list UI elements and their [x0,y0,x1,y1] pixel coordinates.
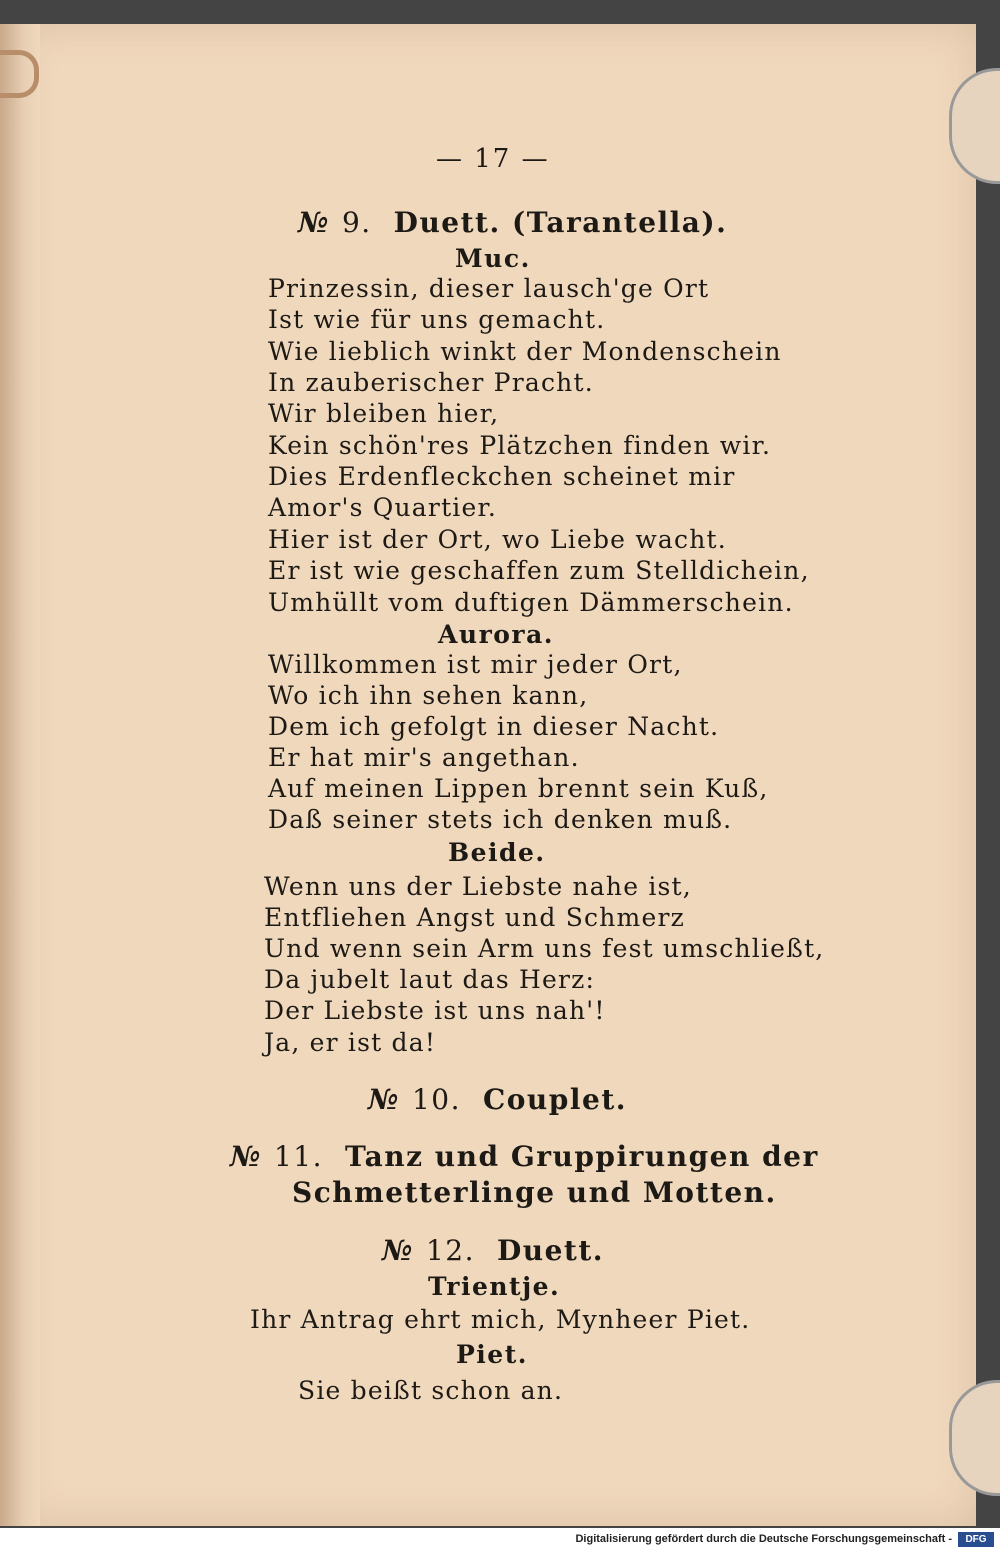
verse-line: Auf meinen Lippen brennt sein Kuß, [268,774,769,803]
verse-line: Er hat mir's angethan. [268,743,580,772]
verse-line: Willkommen ist mir jeder Ort, [268,650,683,679]
page-number: — 17 — [436,144,550,174]
numero-sign: № [298,206,330,239]
role-name-beide: Beide. [448,838,546,867]
section-number: 12. [425,1234,475,1267]
verse-line: Wir bleiben hier, [268,399,500,428]
verse-line: Hier ist der Ort, wo Liebe wacht. [268,525,727,554]
section-heading-12 [382,1234,604,1267]
verse-line: Wie lieblich winkt der Mondenschein [268,337,782,366]
verse-line: Ist wie für uns gemacht. [268,305,606,334]
section-heading-10 [368,1083,627,1116]
role-name-piet: Piet. [456,1340,528,1369]
numero-sign: № [368,1083,400,1116]
verse-line: Daß seiner stets ich denken muß. [268,805,733,834]
verse-line: Prinzessin, dieser lausch'ge Ort [268,274,710,303]
verse-line: Kein schön'res Plätzchen finden wir. [268,431,772,460]
binding-ring-icon [0,50,39,98]
verse-line: Dies Erdenfleckchen scheinet mir [268,462,736,491]
digitization-footer [0,1528,1000,1552]
section-title: Tanz und Gruppirungen der [344,1140,819,1173]
role-name-trientje: Trientje. [428,1272,561,1301]
verse-line: Der Liebste ist uns nah'! [264,996,606,1025]
verse-line: Da jubelt laut das Herz: [264,965,596,994]
section-title: Couplet. [482,1083,627,1116]
section-number: 10. [411,1083,461,1116]
section-heading-11 [230,1140,819,1173]
verse-line: Sie beißt schon an. [298,1376,564,1405]
verse-line: Ihr Antrag ehrt mich, Mynheer Piet. [250,1305,751,1334]
section-title-continued: Schmetterlinge und Motten. [292,1176,777,1209]
verse-line: Entfliehen Angst und Schmerz [264,903,685,932]
verse-line: Umhüllt vom duftigen Dämmerschein. [268,588,794,617]
role-name-aurora: Aurora. [438,620,554,649]
footer-credit: Digitalisierung gefördert durch die Deutsche Forschungsgemeinschaft - [575,1533,952,1545]
verse-line: Wenn uns der Liebste nahe ist, [264,872,692,901]
verse-line: Und wenn sein Arm uns fest umschließt, [264,934,825,963]
role-name-muc: Muc. [455,244,531,273]
verse-line: Ja, er ist da! [264,1028,437,1057]
page-spine [0,24,40,1526]
verse-line: Dem ich gefolgt in dieser Nacht. [268,712,720,741]
verse-line: In zauberischer Pracht. [268,368,594,397]
verse-line: Er ist wie geschaffen zum Stelldichein, [268,556,810,585]
section-number: 9. [341,206,372,239]
section-title: Duett. [496,1234,605,1267]
section-title: Duett. (Tarantella). [393,206,728,239]
numero-sign: № [382,1234,414,1267]
numero-sign: № [230,1140,262,1173]
verse-line: Wo ich ihn sehen kann, [268,681,589,710]
section-heading-9 [298,206,727,239]
dfg-logo: DFG [958,1532,994,1547]
section-number: 11. [273,1140,323,1173]
section-heading-11-continued [292,1176,777,1209]
verse-line: Amor's Quartier. [268,493,498,522]
